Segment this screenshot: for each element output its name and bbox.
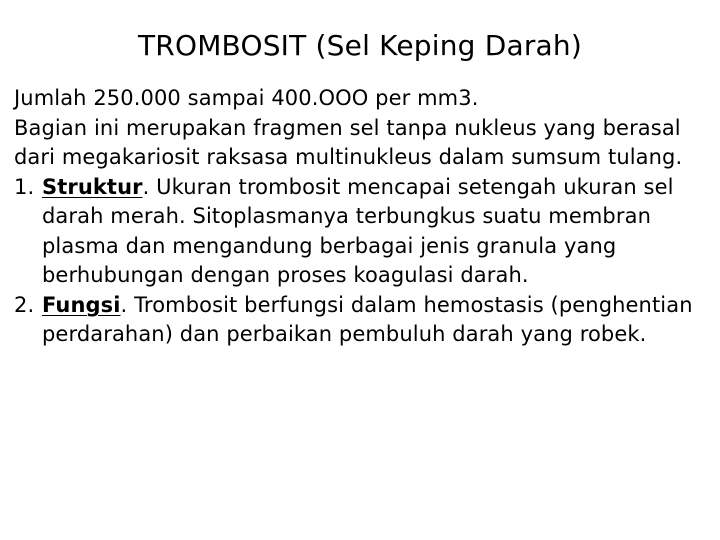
item-text-structure: . Ukuran trombosit mencapai setengah ukuran sel darah merah. Sitoplasmanya terbungkus suatu membran plasma dan mengandung berbagai jenis granula yang berhubungan dengan proses koagulasi darah. (42, 174, 674, 287)
slide-body (14, 84, 714, 350)
item-text-function: . Trombosit berfungsi dalam hemostasis (penghentian perdarahan) dan perbaikan pembuluh darah yang robek. (42, 292, 693, 346)
list-number: 1. (14, 174, 35, 199)
list-number: 2. (14, 292, 35, 317)
term-function: Fungsi (42, 292, 121, 317)
paragraph-description: Bagian ini merupakan fragmen sel tanpa nukleus yang berasal dari megakariosit raksasa multinukleus dalam sumsum tulang. (14, 115, 683, 169)
slide-title: TROMBOSIT (Sel Keping Darah) (138, 29, 582, 62)
paragraph-count: Jumlah 250.000 sampai 400.OOO per mm3. (14, 86, 479, 110)
list-item-function (14, 291, 714, 350)
list-item-structure (14, 173, 714, 291)
term-structure: Struktur (42, 174, 143, 199)
